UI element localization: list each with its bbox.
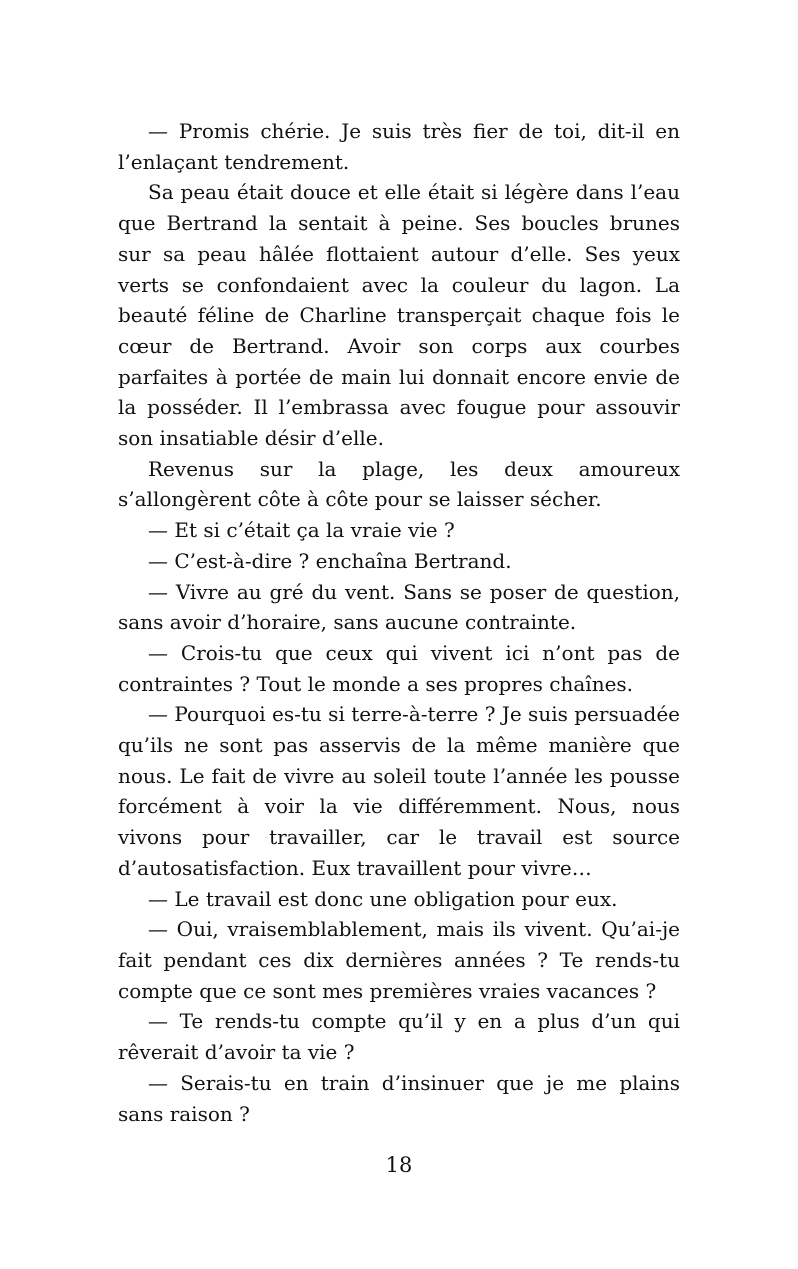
paragraph: — C’est-à-dire ? enchaîna Bertrand. xyxy=(148,548,512,573)
paragraph: — Vivre au gré du vent. Sans se poser de question, sans avoir d’horaire, sans aucune contrainte. xyxy=(118,579,680,635)
paragraph: Sa peau était douce et elle était si légère dans l’eau que Bertrand la sentait à peine. Ses boucles brunes sur sa peau hâlée flottaient autour d’elle. Ses yeux verts se confondaient avec la couleur du lagon. La beauté féline de Charline transperçait chaque fois le cœur de Bertrand. Avoir son corps aux courbes parfaites à portée de main lui donnait encore envie de la posséder. Il l’embrassa avec fougue pour assouvir son insatiable désir d’elle. xyxy=(118,180,680,451)
paragraph: — Oui, vraisemblablement, mais ils vivent. Qu’ai-je fait pendant ces dix dernières années ? Te rends-tu compte que ce sont mes premières vraies vacances ? xyxy=(118,917,680,1003)
paragraph: — Serais-tu en train d’insinuer que je me plains sans raison ? xyxy=(118,1070,680,1126)
paragraph: Revenus sur la plage, les deux amoureux s’allongèrent côte à côte pour se laisser sécher. xyxy=(118,456,680,512)
paragraph: — Promis chérie. Je suis très fier de toi, dit-il en l’enlaçant tendrement. xyxy=(118,119,680,174)
page-body xyxy=(118,116,680,1129)
paragraph: — Crois-tu que ceux qui vivent ici n’ont pas de contraintes ? Tout le monde a ses propres chaînes. xyxy=(118,640,680,696)
paragraph: — Et si c’était ça la vraie vie ? xyxy=(148,518,455,543)
paragraph: — Le travail est donc une obligation pour eux. xyxy=(148,886,618,911)
paragraph: — Te rends-tu compte qu’il y en a plus d’un qui rêverait d’avoir ta vie ? xyxy=(118,1009,680,1065)
page-number: 18 xyxy=(385,1153,413,1177)
paragraph: — Pourquoi es-tu si terre-à-terre ? Je suis persuadée qu’ils ne sont pas asservis de la même manière que nous. Le fait de vivre au soleil toute l’année les pousse forcément à voir la vie différemment. Nous, nous vivons pour travailler, car le travail est source d’autosatisfaction. Eux travaillent pour vivre… xyxy=(118,702,680,880)
